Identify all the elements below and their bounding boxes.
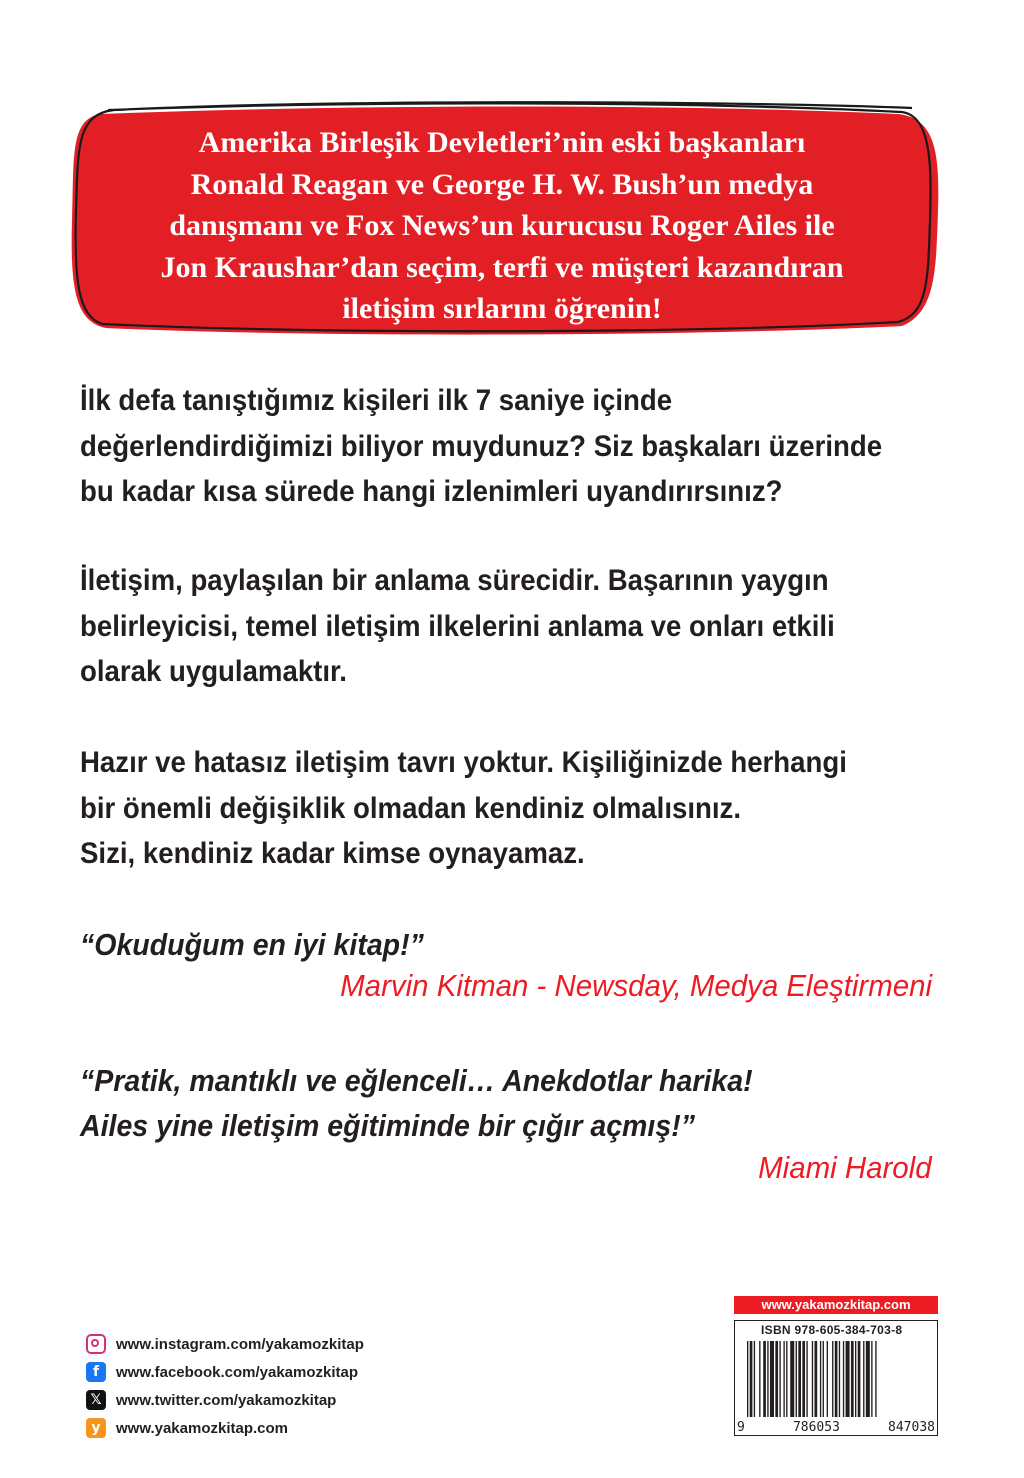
barcode-bar: [812, 1341, 813, 1417]
barcode-bar: [754, 1341, 755, 1417]
barcode-bar: [770, 1341, 774, 1417]
quote-2-attribution: Miami Harold: [758, 1150, 932, 1185]
quote-1: [80, 922, 890, 967]
paragraph-3: [80, 740, 880, 877]
barcode-bar: [858, 1341, 861, 1417]
website-url: www.yakamozkitap.com: [116, 1419, 289, 1437]
paragraph-line: değerlendirdiğimizi biliyor muydunuz? Siz başkaları üzerinde: [80, 429, 883, 463]
isbn-text: ISBN 978-605-384-703-8: [761, 1323, 903, 1337]
barcode-digits-right: 847038: [888, 1420, 935, 1435]
paragraph-line: olarak uygulamaktır.: [80, 655, 347, 688]
social-row-website: [86, 1414, 364, 1442]
quote-2: [80, 1058, 890, 1148]
barcode-bar: [875, 1341, 876, 1417]
barcode-block: [734, 1296, 938, 1436]
barcode-bar: [786, 1341, 787, 1417]
twitter-url: www.twitter.com/yakamozkitap: [116, 1391, 337, 1409]
banner-line: danışmanı ve Fox News’un kurucusu Roger Ailes ile: [169, 209, 835, 242]
barcode-bar: [866, 1341, 870, 1417]
social-row-facebook: [86, 1358, 364, 1386]
barcode-bar: [759, 1341, 760, 1417]
paragraph-line: Sizi, kendiniz kadar kimse oynayamaz.: [80, 837, 585, 870]
x-icon: 𝕏: [86, 1390, 106, 1410]
banner-line: Amerika Birleşik Devletleri’nin eski başkanları: [198, 126, 806, 159]
barcode-bar: [827, 1341, 828, 1417]
banner-line: Jon Kraushar’dan seçim, terfi ve müşteri kazandıran: [160, 250, 844, 284]
barcode-bar: [815, 1341, 818, 1417]
headline-banner: [62, 100, 942, 340]
barcode-body: [734, 1320, 938, 1436]
barcode-bar: [806, 1341, 807, 1417]
paragraph-line: İlk defa tanıştığımız kişileri ilk 7 saniye içinde: [80, 384, 673, 417]
paragraph-1: [80, 378, 883, 515]
barcode-bar: [775, 1341, 778, 1417]
barcode-bar: [763, 1341, 766, 1417]
barcode-bar: [846, 1341, 850, 1417]
barcode-bar: [835, 1341, 838, 1417]
barcode-bar: [796, 1341, 797, 1417]
barcode-digits: [737, 1420, 935, 1435]
paragraph-2: [80, 558, 880, 695]
banner-line: Ronald Reagan ve George H. W. Bush’un medya: [190, 167, 814, 201]
facebook-url: www.facebook.com/yakamozkitap: [116, 1363, 359, 1381]
barcode-digits-left: 786053: [792, 1420, 840, 1435]
paragraph-line: belirleyicisi, temel iletişim ilkelerini anlama ve onları etkili: [80, 609, 835, 643]
barcode-bar: [767, 1341, 768, 1417]
barcode-bar: [783, 1341, 784, 1417]
barcode-bar: [871, 1341, 872, 1417]
quote-1-attribution: Marvin Kitman - Newsday, Medya Eleştirmeni: [340, 968, 932, 1003]
barcode-bar: [779, 1341, 780, 1417]
quote-line: “Pratik, mantıklı ve eğlenceli… Anekdotlar harika!: [80, 1063, 753, 1098]
barcode-bar: [832, 1341, 833, 1417]
barcode-bar: [820, 1341, 821, 1417]
barcode-bar: [802, 1341, 805, 1417]
instagram-icon: [86, 1334, 106, 1354]
quote-line: “Okuduğum en iyi kitap!”: [80, 927, 424, 962]
barcode-bar: [839, 1341, 840, 1417]
instagram-url: www.instagram.com/yakamozkitap: [116, 1335, 364, 1353]
social-row-instagram: [86, 1330, 364, 1358]
barcode-bar: [823, 1341, 824, 1417]
barcode-bars: [747, 1341, 927, 1417]
barcode-bar: [747, 1341, 748, 1417]
social-row-twitter: [86, 1386, 364, 1414]
barcode-bar: [863, 1341, 864, 1417]
publisher-site-label: www.yakamozkitap.com: [734, 1296, 938, 1314]
paragraph-line: Hazır ve hatasız iletişim tavrı yoktur. Kişiliğinizde herhangi: [80, 746, 847, 779]
barcode-bar: [843, 1341, 844, 1417]
barcode-bar: [855, 1341, 856, 1417]
barcode-bar: [851, 1341, 854, 1417]
barcode-bar: [798, 1341, 801, 1417]
social-links: [86, 1330, 364, 1442]
paragraph-line: bir önemli değişiklik olmadan kendiniz olmalısınız.: [80, 791, 742, 825]
barcode-digit-lead: 9: [737, 1420, 745, 1435]
quote-line: Ailes yine iletişim eğitiminde bir çığır açmış!”: [80, 1108, 695, 1143]
barcode-bar: [750, 1341, 753, 1417]
yakamoz-icon: y: [86, 1418, 106, 1438]
paragraph-line: bu kadar kısa sürede hangi izlenimleri uyandırırsınız?: [80, 475, 783, 508]
paragraph-line: İletişim, paylaşılan bir anlama sürecidir. Başarının yaygın: [80, 564, 829, 597]
barcode-bar: [790, 1341, 794, 1417]
banner-line: iletişim sırlarını öğrenin!: [342, 292, 662, 325]
banner-text: [102, 122, 902, 330]
facebook-icon: f: [86, 1362, 106, 1382]
